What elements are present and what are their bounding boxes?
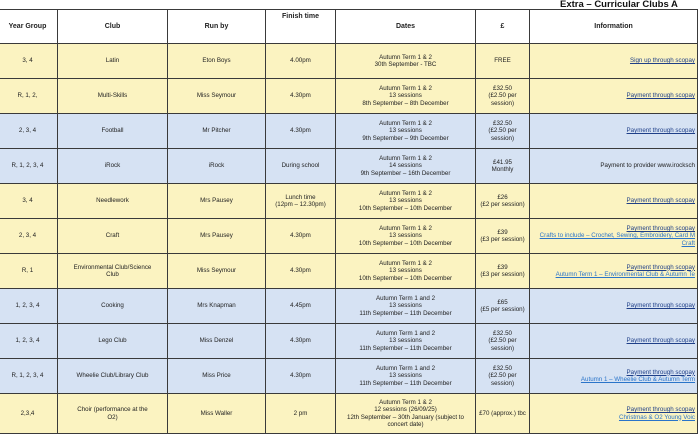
run-by-text: Miss Waller bbox=[200, 409, 233, 417]
finish-time-text: 4.30pm bbox=[290, 337, 311, 345]
dates-cell bbox=[336, 394, 476, 434]
run-by-text: Miss Denzel bbox=[199, 337, 234, 345]
information-link[interactable]: Autumn Term 1 – Environmental Club & Autumn Te bbox=[555, 271, 695, 278]
finish-time-text: (12pm – 12.30pm) bbox=[275, 201, 326, 208]
club-cell bbox=[58, 149, 168, 184]
dates-text: Autumn Term 1 and 2 bbox=[375, 364, 436, 372]
dates-text: Autumn Term 1 & 2 bbox=[379, 224, 432, 232]
dates-text: Autumn Term 1 & 2 bbox=[379, 53, 432, 61]
table-row bbox=[0, 44, 698, 79]
finish-time-text: Lunch time bbox=[285, 193, 316, 201]
year-group-cell bbox=[0, 149, 58, 184]
club-cell bbox=[58, 254, 168, 289]
year-group-cell bbox=[0, 394, 58, 434]
information-link[interactable]: Payment through scopay bbox=[626, 197, 695, 205]
information-cell bbox=[530, 184, 698, 219]
dates-text: Autumn Term 1 & 2 bbox=[379, 154, 432, 162]
dates-text: 9th September – 9th December bbox=[362, 134, 449, 142]
information-cell bbox=[530, 44, 698, 79]
price-cell bbox=[476, 324, 530, 359]
year-group-text: R, 1, 2, 3, 4 bbox=[11, 372, 44, 380]
dates-cell bbox=[336, 79, 476, 114]
information-cell bbox=[530, 219, 698, 254]
club-cell bbox=[58, 79, 168, 114]
club-name: Lego Club bbox=[98, 337, 127, 345]
year-group-text: 2, 3, 4 bbox=[18, 232, 37, 240]
dates-cell bbox=[336, 254, 476, 289]
clubs-table bbox=[0, 9, 698, 434]
dates-cell bbox=[336, 44, 476, 79]
price-text: (£2 per session) bbox=[480, 201, 525, 208]
dates-text: 13 sessions bbox=[389, 372, 422, 380]
finish-time-text: 4.00pm bbox=[290, 57, 311, 65]
finish-time-cell bbox=[266, 219, 336, 254]
information-link[interactable]: Craft bbox=[681, 239, 695, 247]
club-cell bbox=[58, 219, 168, 254]
run-by-cell bbox=[168, 219, 266, 254]
price-text: session) bbox=[490, 99, 515, 107]
table-row bbox=[0, 219, 698, 254]
header-finish-time: Finish time bbox=[266, 10, 336, 44]
run-by-cell bbox=[168, 44, 266, 79]
finish-time-text: 4.30pm bbox=[290, 267, 311, 275]
dates-text: 10th September – 10th December bbox=[358, 239, 453, 247]
price-text: (£2.50 per bbox=[488, 92, 517, 100]
run-by-text: Mrs Knapman bbox=[197, 302, 236, 310]
dates-cell bbox=[336, 359, 476, 394]
price-cell bbox=[476, 114, 530, 149]
dates-text: Autumn Term 1 and 2 bbox=[375, 329, 436, 337]
club-cell bbox=[58, 324, 168, 359]
information-link[interactable]: Christmas & O2 Young Voic bbox=[618, 413, 695, 421]
price-text: £39 bbox=[497, 228, 508, 236]
finish-time-cell bbox=[266, 114, 336, 149]
price-cell bbox=[476, 359, 530, 394]
table-row bbox=[0, 324, 698, 359]
run-by-text: Miss Seymour bbox=[196, 92, 237, 100]
dates-text: 9th September – 16th December bbox=[360, 169, 451, 177]
price-text: (£2.50 per bbox=[488, 127, 517, 135]
dates-text: 13 sessions bbox=[389, 127, 422, 135]
price-cell bbox=[476, 219, 530, 254]
club-cell bbox=[58, 44, 168, 79]
club-cell bbox=[58, 394, 168, 434]
finish-time-text: 4.30pm bbox=[290, 232, 311, 240]
information-cell bbox=[530, 359, 698, 394]
information-link[interactable]: Autumn 1 – Wheelie Club & Autumn Term bbox=[580, 376, 695, 383]
price-text: session) bbox=[490, 134, 515, 142]
price-cell bbox=[476, 79, 530, 114]
price-cell bbox=[476, 44, 530, 79]
table-row bbox=[0, 359, 698, 394]
table-row bbox=[0, 149, 698, 184]
finish-time-cell bbox=[266, 44, 336, 79]
year-group-cell bbox=[0, 184, 58, 219]
dates-text: 12 sessions (26/09/25) bbox=[374, 406, 437, 414]
finish-time-text: 2 pm bbox=[293, 409, 308, 417]
table-row bbox=[0, 184, 698, 219]
year-group-text: 3, 4 bbox=[22, 197, 33, 205]
price-text: (£2.50 per bbox=[488, 337, 517, 345]
information-cell bbox=[530, 149, 698, 184]
price-text: FREE bbox=[494, 57, 511, 65]
dates-text: 13 sessions bbox=[389, 302, 422, 310]
year-group-cell bbox=[0, 324, 58, 359]
finish-time-cell bbox=[266, 359, 336, 394]
club-rows bbox=[0, 44, 698, 434]
information-cell bbox=[530, 79, 698, 114]
year-group-cell bbox=[0, 219, 58, 254]
price-text: (£3 per session) bbox=[480, 236, 525, 243]
price-cell bbox=[476, 149, 530, 184]
information-link[interactable]: Payment through scopay bbox=[626, 337, 695, 345]
dates-text: 11th September – 11th December bbox=[359, 344, 452, 352]
dates-cell bbox=[336, 289, 476, 324]
finish-time-text: 4.30pm bbox=[290, 92, 311, 100]
information-cell bbox=[530, 324, 698, 359]
dates-text: Autumn Term 1 and 2 bbox=[375, 294, 436, 302]
price-text: £65 bbox=[497, 298, 508, 306]
club-name: Needlework bbox=[96, 197, 129, 205]
header-dates: Dates bbox=[336, 10, 476, 44]
dates-text: 10th September – 10th December bbox=[358, 274, 453, 282]
price-cell bbox=[476, 289, 530, 324]
year-group-text: 1, 2, 3, 4 bbox=[15, 337, 40, 345]
year-group-text: 3, 4 bbox=[22, 57, 33, 65]
dates-text: 14 sessions bbox=[389, 162, 422, 170]
year-group-cell bbox=[0, 289, 58, 324]
dates-text: concert date) bbox=[387, 420, 424, 428]
information-cell bbox=[530, 114, 698, 149]
information-link[interactable]: Payment through scopay bbox=[626, 92, 695, 100]
year-group-cell bbox=[0, 44, 58, 79]
table-row bbox=[0, 394, 698, 434]
run-by-text: Mr Pitcher bbox=[202, 127, 231, 135]
run-by-cell bbox=[168, 184, 266, 219]
dates-text: 11th September – 11th December bbox=[359, 309, 452, 317]
club-name: Choir (performance at the bbox=[77, 406, 148, 414]
finish-time-text: 4.30pm bbox=[290, 372, 311, 380]
table-row bbox=[0, 289, 698, 324]
finish-time-cell bbox=[266, 149, 336, 184]
run-by-text: Eton Boys bbox=[202, 57, 231, 65]
dates-text: 13 sessions bbox=[389, 337, 422, 345]
price-cell bbox=[476, 394, 530, 434]
price-text: £32.50 bbox=[493, 329, 512, 337]
information-link[interactable]: Crafts to include – Crochet, Sewing, Embroidery, Card M bbox=[539, 232, 695, 240]
dates-text: 13 sessions bbox=[389, 197, 422, 205]
run-by-text: Miss Price bbox=[202, 372, 231, 380]
club-name: Club bbox=[106, 271, 119, 278]
dates-cell bbox=[336, 149, 476, 184]
information-cell bbox=[530, 289, 698, 324]
price-text: (£3 per session) bbox=[480, 271, 525, 278]
club-name: Cooking bbox=[101, 302, 124, 310]
club-name: O2) bbox=[107, 413, 118, 421]
page-title: Extra – Curricular Clubs A bbox=[560, 0, 678, 10]
finish-time-cell bbox=[266, 184, 336, 219]
header-run-by: Run by bbox=[168, 10, 266, 44]
club-name: Multi-Skills bbox=[97, 92, 128, 100]
run-by-cell bbox=[168, 289, 266, 324]
dates-text: 13 sessions bbox=[389, 267, 422, 275]
run-by-cell bbox=[168, 114, 266, 149]
price-text: £32.50 bbox=[493, 364, 512, 372]
club-name: Craft bbox=[105, 232, 120, 240]
club-name: Environmental Club/Science bbox=[73, 263, 152, 271]
information-link: Payment to provider www.irocksch bbox=[600, 162, 695, 170]
finish-time-cell bbox=[266, 289, 336, 324]
finish-time-cell bbox=[266, 79, 336, 114]
finish-time-cell bbox=[266, 394, 336, 434]
price-text: £70 (approx.) tbc bbox=[479, 409, 526, 417]
header-club: Club bbox=[58, 10, 168, 44]
price-cell bbox=[476, 254, 530, 289]
clubs-sheet bbox=[0, 9, 697, 429]
run-by-text: Mrs Pausey bbox=[200, 232, 233, 240]
price-text: (£5 per session) bbox=[480, 306, 525, 313]
year-group-cell bbox=[0, 254, 58, 289]
year-group-text: 1, 2, 3, 4 bbox=[15, 302, 40, 310]
information-link[interactable]: Payment through scopay bbox=[626, 224, 695, 232]
club-name: iRock bbox=[104, 162, 121, 170]
year-group-text: R, 1, 2, bbox=[17, 92, 38, 100]
price-text: £32.50 bbox=[493, 119, 512, 127]
dates-cell bbox=[336, 324, 476, 359]
run-by-cell bbox=[168, 359, 266, 394]
club-cell bbox=[58, 289, 168, 324]
dates-text: 10th September – 10th December bbox=[358, 204, 453, 212]
price-text: session) bbox=[490, 379, 515, 387]
finish-time-cell bbox=[266, 254, 336, 289]
price-text: session) bbox=[490, 344, 515, 352]
dates-text: 11th September – 11th December bbox=[359, 379, 452, 387]
information-link[interactable]: Payment through scopay bbox=[626, 368, 695, 376]
club-name: Latin bbox=[105, 57, 120, 65]
year-group-cell bbox=[0, 114, 58, 149]
dates-cell bbox=[336, 114, 476, 149]
finish-time-text: 4.30pm bbox=[290, 127, 311, 135]
dates-text: Autumn Term 1 & 2 bbox=[379, 259, 432, 267]
dates-text: 12th September – 30th January (subject to bbox=[347, 413, 464, 421]
year-group-text: 2, 3, 4 bbox=[18, 127, 37, 135]
dates-text: 30th September - TBC bbox=[374, 61, 437, 68]
run-by-cell bbox=[168, 149, 266, 184]
run-by-cell bbox=[168, 324, 266, 359]
dates-text: Autumn Term 1 & 2 bbox=[379, 189, 432, 197]
price-text: £32.50 bbox=[493, 84, 512, 92]
price-cell bbox=[476, 184, 530, 219]
club-cell bbox=[58, 184, 168, 219]
dates-text: 13 sessions bbox=[389, 232, 422, 240]
run-by-cell bbox=[168, 254, 266, 289]
header-information: Information bbox=[530, 10, 698, 44]
finish-time-cell bbox=[266, 324, 336, 359]
header-price: £ bbox=[476, 10, 530, 44]
information-cell bbox=[530, 254, 698, 289]
dates-cell bbox=[336, 219, 476, 254]
information-link[interactable]: Payment through scopay bbox=[626, 302, 695, 310]
run-by-cell bbox=[168, 79, 266, 114]
header-row bbox=[0, 10, 698, 44]
year-group-cell bbox=[0, 359, 58, 394]
run-by-text: iRock bbox=[208, 162, 225, 170]
year-group-text: 2,3,4 bbox=[20, 409, 35, 417]
run-by-text: Mrs Pausey bbox=[200, 197, 233, 205]
club-name: Wheelie Club/Library Club bbox=[76, 372, 149, 380]
dates-text: Autumn Term 1 & 2 bbox=[379, 398, 432, 406]
information-link[interactable]: Payment through scopay bbox=[626, 127, 695, 135]
price-text: Monthly bbox=[491, 166, 514, 173]
information-link[interactable]: Payment through scopay bbox=[626, 263, 695, 271]
dates-cell bbox=[336, 184, 476, 219]
price-text: £41.95 bbox=[493, 158, 512, 166]
price-text: £26 bbox=[497, 193, 508, 201]
finish-time-text: During school bbox=[281, 162, 320, 170]
finish-time-text: 4.45pm bbox=[290, 302, 311, 310]
dates-text: 8th September – 8th December bbox=[362, 99, 449, 107]
price-text: (£2.50 per bbox=[488, 372, 517, 380]
year-group-cell bbox=[0, 79, 58, 114]
price-text: £39 bbox=[497, 263, 508, 271]
information-link[interactable]: Payment through scopay bbox=[626, 406, 695, 414]
dates-text: Autumn Term 1 & 2 bbox=[379, 84, 432, 92]
club-name: Football bbox=[101, 127, 124, 135]
run-by-text: Miss Seymour bbox=[196, 267, 237, 275]
header-year-group: Year Group bbox=[0, 10, 58, 44]
year-group-text: R, 1 bbox=[21, 267, 34, 275]
table-row bbox=[0, 254, 698, 289]
club-cell bbox=[58, 114, 168, 149]
information-cell bbox=[530, 394, 698, 434]
table-row bbox=[0, 114, 698, 149]
club-cell bbox=[58, 359, 168, 394]
year-group-text: R, 1, 2, 3, 4 bbox=[11, 162, 44, 170]
table-row bbox=[0, 79, 698, 114]
information-link[interactable]: Sign up through scopay bbox=[629, 57, 695, 65]
dates-text: 13 sessions bbox=[389, 92, 422, 100]
dates-text: Autumn Term 1 & 2 bbox=[379, 119, 432, 127]
run-by-cell bbox=[168, 394, 266, 434]
